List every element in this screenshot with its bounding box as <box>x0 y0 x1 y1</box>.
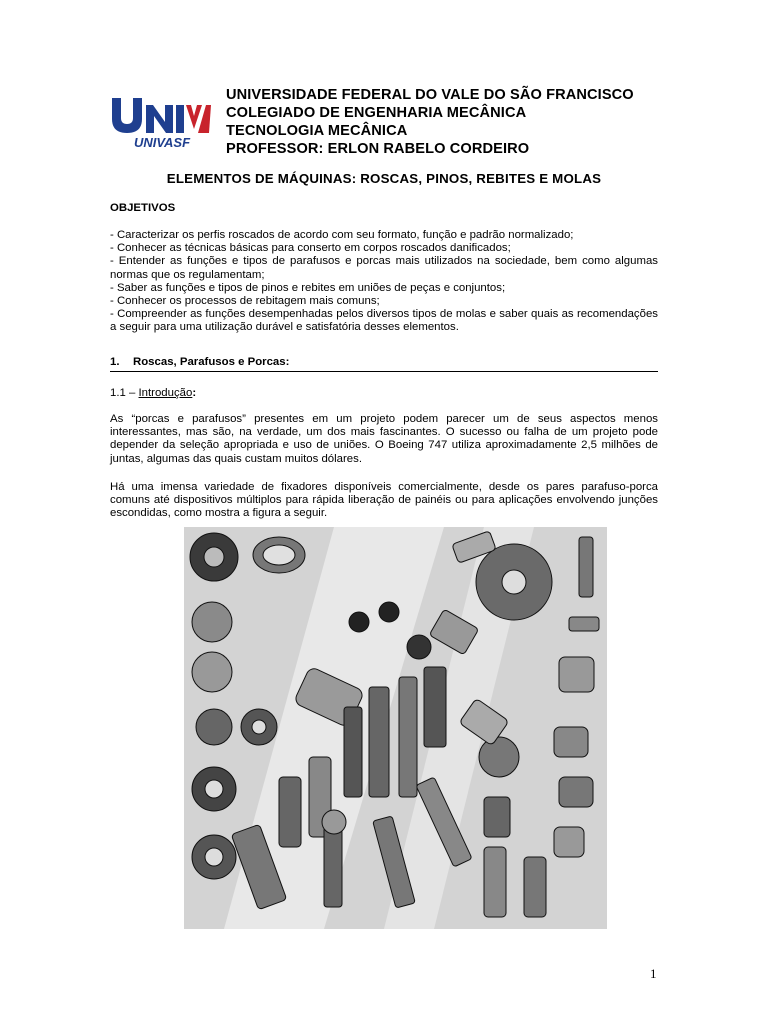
department-name: COLEGIADO DE ENGENHARIA MECÂNICA <box>226 105 527 121</box>
objectives-heading: OBJETIVOS <box>110 202 176 214</box>
logo-text: UNIVASF <box>133 135 191 150</box>
document-title: ELEMENTOS DE MÁQUINAS: ROSCAS, PINOS, REBITES E MOLAS <box>166 171 602 186</box>
fasteners-figure <box>184 527 607 929</box>
objective-item: - Entender as funções e tipos de parafusos e porcas mais utilizados na sociedade, bem como algumas normas que os regulamentam; <box>110 255 658 281</box>
objective-item: - Conhecer as técnicas básicas para conserto em corpos roscados danificados; <box>110 242 511 255</box>
objective-item: - Compreender as funções desempenhadas pelos diversos tipos de molas e saber quais as recomendações a seguir para uma utilização durável e satisfatória desses elementos. <box>110 308 658 334</box>
objective-item: - Caracterizar os perfis roscados de acordo com seu formato, função e padrão normalizado; <box>110 229 574 241</box>
institution-header <box>226 86 634 158</box>
objective-item: - Conhecer os processos de rebitagem mais comuns; <box>110 295 380 308</box>
subsection-number: 1.1 – <box>110 387 136 399</box>
objective-item: - Saber as funções e tipos de pinos e rebites em uniões de peças e conjuntos; <box>110 281 506 294</box>
professor-name: PROFESSOR: ERLON RABELO CORDEIRO <box>226 141 530 157</box>
subsection-heading <box>110 387 196 399</box>
objectives-list <box>110 229 658 335</box>
university-name: UNIVERSIDADE FEDERAL DO VALE DO SÃO FRANCISCO <box>226 87 634 103</box>
section-heading <box>110 356 658 372</box>
section-title: Roscas, Parafusos e Porcas: <box>133 356 290 368</box>
section-number: 1. <box>110 356 120 368</box>
page-number: 1 <box>650 966 657 981</box>
subsection-colon: : <box>192 387 197 399</box>
subsection-title: Introdução <box>138 387 193 399</box>
intro-paragraph-1: As “porcas e parafusos” presentes em um projeto podem parecer um de seus aspectos menos interessantes, mas são, na verdade, um dos mais fascinantes. O sucesso ou falha de um projeto pode depender da seleção apropriada e uso de uniões. O Boeing 747 utiliza aproximadamente 2,5 milhões de juntas, algumas das quais custam muitos dólares. <box>110 413 658 465</box>
course-name: TECNOLOGIA MECÂNICA <box>226 123 408 139</box>
univasf-logo <box>110 92 216 150</box>
intro-paragraph-2: Há uma imensa variedade de fixadores disponíveis comercialmente, desde os pares parafuso-porca comuns até dispositivos múltiplos para rápida liberação de painéis ou para aplicações envolvendo junções escondidas, como mostra a figura a seguir. <box>110 481 658 520</box>
